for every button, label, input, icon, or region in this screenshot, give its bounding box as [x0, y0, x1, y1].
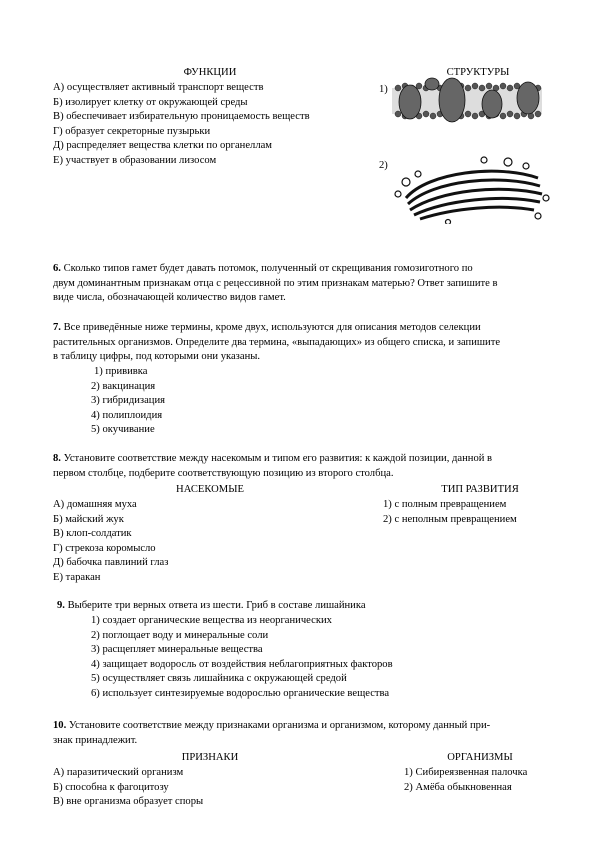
- question-8: [53, 452, 548, 481]
- question-text: виде числа, обозначающей количество видов гамет.: [53, 292, 286, 304]
- cell-membrane-illustration: [388, 74, 548, 146]
- question-text: растительных организмов. Определите два термина, «выпадающих» из общего списка, и запишите: [53, 336, 501, 348]
- list-item: 3) гибридизация: [91, 395, 166, 407]
- question-text: Установите соответствие между признаками организма и организмом, которому данный при-: [68, 720, 491, 731]
- question-text: Все приведённые ниже термины, кроме двух, используются для описания методов селекции: [63, 322, 481, 333]
- q9-options: [91, 614, 393, 702]
- list-item: 1) прививка: [94, 366, 148, 377]
- list-item: В) вне организма образует споры: [53, 796, 204, 808]
- functions-list: [53, 81, 310, 169]
- list-item: Е) таракан: [53, 571, 101, 583]
- structures-header: СТРУКТУРЫ: [446, 67, 510, 78]
- question-number: 6.: [53, 263, 61, 274]
- list-item: Б) изолирует клетку от окружающей среды: [53, 96, 248, 108]
- traits-list: [53, 766, 203, 810]
- question-text: Установите соответствие между насекомым и типом его развития: к каждой позиции, данной в: [63, 453, 493, 464]
- q7-options: [91, 365, 165, 438]
- list-item: Е) участвует в образовании лизосом: [53, 154, 217, 166]
- question-text: двум доминантным признакам отца с рецессивной по этим признакам матерью? Ответ запишите в: [53, 277, 498, 289]
- list-item: Б) майский жук: [53, 513, 124, 525]
- list-item: 2) вакцинация: [91, 380, 156, 392]
- list-item: 2) Амёба обыкновенная: [404, 781, 512, 793]
- list-item: 4) полиплоидия: [91, 409, 163, 421]
- list-item: 2) с неполным превращением: [383, 513, 517, 525]
- list-item: 1) Сибиреязвенная палочка: [404, 767, 528, 778]
- question-number: 9.: [57, 600, 65, 611]
- list-item: Б) способна к фагоцитозу: [53, 781, 169, 793]
- traits-header: ПРИЗНАКИ: [181, 752, 239, 763]
- question-6: [53, 262, 548, 306]
- list-item: 3) расщепляет минеральные вещества: [91, 644, 263, 656]
- development-types-list: [383, 498, 517, 527]
- list-item: В) клоп-солдатик: [53, 528, 132, 540]
- question-9: [57, 599, 366, 614]
- list-item: А) осуществляет активный транспорт веществ: [53, 82, 264, 93]
- question-number: 7.: [53, 322, 61, 333]
- structure-label-1: 1): [379, 84, 388, 95]
- list-item: 6) использует синтезируемые водорослью органические вещества: [91, 687, 390, 699]
- list-item: 5) осуществляет связь лишайника с окружающей средой: [91, 673, 347, 685]
- functions-header: ФУНКЦИИ: [183, 67, 237, 78]
- list-item: Д) бабочка павлиний глаз: [53, 557, 169, 569]
- list-item: Д) распределяет вещества клетки по органеллам: [53, 140, 273, 152]
- insects-list: [53, 498, 168, 586]
- development-type-header: ТИП РАЗВИТИЯ: [441, 484, 519, 495]
- list-item: А) паразитический организм: [53, 767, 184, 778]
- question-10: [53, 719, 548, 748]
- question-text: Сколько типов гамет будет давать потомок, полученный от скрещивания гомозиготного по: [63, 263, 473, 274]
- structure-label-2: 2): [379, 160, 388, 171]
- insects-header: НАСЕКОМЫЕ: [176, 484, 244, 495]
- list-item: 1) создает органические вещества из неорганических: [91, 615, 332, 626]
- golgi-apparatus-illustration: [388, 152, 553, 224]
- question-number: 10.: [53, 720, 67, 731]
- question-text: знак принадлежит.: [53, 734, 138, 746]
- question-number: 8.: [53, 453, 61, 464]
- question-7: [53, 321, 548, 365]
- list-item: 1) с полным превращением: [383, 499, 507, 510]
- list-item: В) обеспечивает избирательную проницаемость веществ: [53, 111, 310, 123]
- list-item: Г) образует секреторные пузырьки: [53, 125, 211, 137]
- list-item: Г) стрекоза коромысло: [53, 542, 156, 554]
- list-item: 2) поглощает воду и минеральные соли: [91, 629, 269, 641]
- question-text: первом столбце, подберите соответствующую позицию из второго столбца.: [53, 467, 394, 479]
- organisms-header: ОРГАНИЗМЫ: [447, 752, 513, 763]
- list-item: А) домашняя муха: [53, 499, 137, 510]
- list-item: 4) защищает водоросль от воздействия неблагоприятных факторов: [91, 658, 393, 670]
- question-text: Выберите три верных ответа из шести. Гриб в составе лишайника: [67, 600, 366, 611]
- question-text: в таблицу цифры, под которыми они указаны.: [53, 351, 261, 363]
- organisms-list: [404, 766, 527, 795]
- list-item: 5) окучивание: [91, 424, 155, 436]
